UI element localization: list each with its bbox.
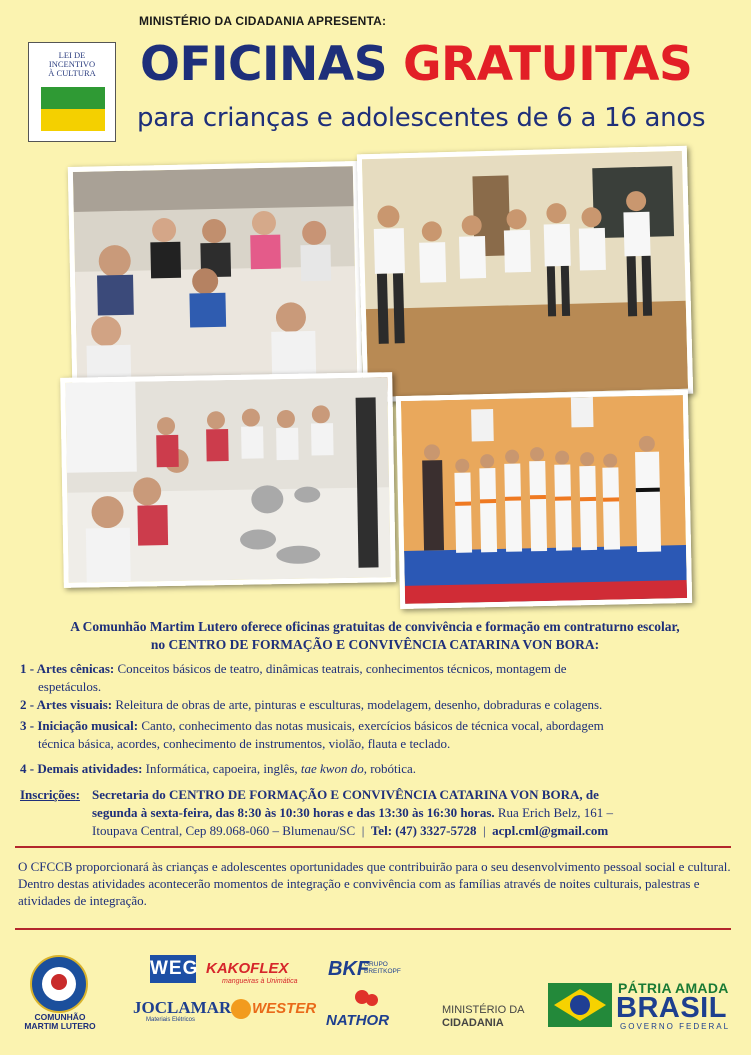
joclamar-logo: JOCLAMAR xyxy=(133,998,232,1017)
governo-federal-label: GOVERNO FEDERAL xyxy=(620,1022,731,1031)
patria-amada-label: PÁTRIA AMADA xyxy=(618,980,729,996)
divider-bottom xyxy=(15,928,731,930)
bkf-logo: BKF xyxy=(328,958,370,980)
separator: | xyxy=(476,823,493,838)
presenter-line: MINISTÉRIO DA CIDADANIA APRESENTA: xyxy=(139,14,387,28)
title-gratuitas: GRATUITAS xyxy=(402,37,693,92)
logo-flag-green xyxy=(41,87,105,109)
email-address: acpl.cml@gmail.com xyxy=(492,823,609,838)
photo-children-sitting-circle xyxy=(68,161,363,385)
list-item-iniciacao-musical xyxy=(20,717,730,753)
weg-logo: WEG xyxy=(150,955,196,983)
ministerio-cidadania-logo xyxy=(442,1004,542,1030)
luther-rose-icon xyxy=(51,974,67,990)
list-item-artes-cenicas xyxy=(20,660,730,696)
list-item-demais-atividades xyxy=(20,760,730,778)
photo-children-flute-music xyxy=(60,372,396,588)
comunhao-martim-lutero-label xyxy=(14,1013,106,1031)
intro-text xyxy=(12,618,738,654)
item-text: Canto, conhecimento das notas musicais, exercícios básicos de técnica vocal, abordagem xyxy=(138,718,604,733)
item-label: 1 - Artes cênicas: xyxy=(20,661,115,676)
inscricoes-text xyxy=(92,786,742,840)
phone-number: Tel: (47) 3327-5728 xyxy=(370,823,477,838)
inscricoes-hours: segunda à sexta-feira, das 8:30 às 10:30 horas e das 13:30 às 16:30 horas. xyxy=(92,805,495,820)
grupo-breitkopf-label xyxy=(364,961,401,975)
kakoflex-tagline: mangueiras à Unimática xyxy=(222,978,298,985)
flag-circle xyxy=(570,995,590,1015)
brazil-flag-icon xyxy=(548,983,612,1027)
photo-children-dancing xyxy=(357,146,693,403)
item-label: 4 - Demais atividades: xyxy=(20,761,143,776)
joclamar-tagline: Materiais Elétricos xyxy=(146,1017,196,1023)
logo-text-line-3: À CULTURA xyxy=(48,68,96,78)
inscricoes-label xyxy=(20,786,80,804)
item-text-italic: tae kwon do xyxy=(300,761,364,776)
logo-text-line-1: LEI DE xyxy=(58,50,86,60)
kakoflex-logo: KAKOFLEX xyxy=(206,960,289,977)
ministerio-line-2: CIDADANIA xyxy=(442,1017,504,1029)
item-text: Releitura de obras de arte, pinturas e esculturas, modelagem, desenho, dobraduras e colagens. xyxy=(112,697,603,712)
item-label: 3 - Iniciação musical: xyxy=(20,718,139,733)
bkf-sub-line-1: GRUPO xyxy=(364,961,388,968)
nathor-logo: NATHOR xyxy=(326,1012,390,1029)
comunhao-martim-lutero-seal xyxy=(30,955,88,1013)
logo-text xyxy=(29,51,115,78)
item-text-cont: espetáculos. xyxy=(38,679,102,694)
item-text-end: , robótica. xyxy=(363,761,417,776)
item-label: 2 - Artes visuais: xyxy=(20,697,113,712)
list-item-artes-visuais xyxy=(20,696,730,714)
item-text: Conceitos básicos de teatro, dinâmicas teatrais, conhecimentos técnicos, montagem de xyxy=(114,661,567,676)
logo-text-line-2: INCENTIVO xyxy=(48,59,96,69)
lei-incentivo-cultura-logo xyxy=(28,42,116,142)
brasil-label: BRASIL xyxy=(616,992,727,1024)
separator: | xyxy=(355,823,371,838)
item-text-cont: técnica básica, acordes, conhecimento de instrumentos, violão, flauta e teclado. xyxy=(38,736,451,751)
inscricoes-line-1: Secretaria do CENTRO DE FORMAÇÃO E CONVIVÊNCIA CATARINA VON BORA, de xyxy=(92,787,599,802)
closing-paragraph: O CFCCB proporcionará às crianças e adolescentes oportunidades que contribuirão para o seu desenvolvimento pessoal social e cultural. Dentro destas atividades acontecerão momentos de integração e convivência com as famílias através de noites culturais, palestras e atividades de integração. xyxy=(18,859,731,908)
inscricoes-city: Itoupava Central, Cep 89.068-060 – Blumenau/SC xyxy=(92,823,356,838)
comunhao-line-2: MARTIM LUTERO xyxy=(24,1021,96,1031)
page-title xyxy=(140,36,692,94)
nathor-icon-2 xyxy=(366,994,378,1006)
inscricoes-colon: : xyxy=(75,787,80,802)
title-oficinas: OFICINAS xyxy=(140,37,388,92)
wester-logo: WESTER xyxy=(252,1000,317,1017)
bkf-sub-line-2: BREITKOPF xyxy=(364,968,401,975)
divider-top xyxy=(15,846,731,848)
item-text: Informática, capoeira, inglês, xyxy=(142,761,301,776)
wester-icon xyxy=(231,999,251,1019)
page-subtitle: para crianças e adolescentes de 6 a 16 anos xyxy=(137,103,706,133)
intro-line-1: A Comunhão Martim Lutero oferece oficinas gratuitas de convivência e formação em contraturno escolar, xyxy=(70,619,680,634)
photo-taekwondo-group xyxy=(396,390,692,609)
inscricoes-label-text: Inscrições xyxy=(20,787,76,802)
comunhao-line-1: COMUNHÃO xyxy=(34,1012,86,1022)
intro-line-2: no CENTRO DE FORMAÇÃO E CONVIVÊNCIA CATARINA VON BORA: xyxy=(150,637,600,652)
ministerio-line-1: MINISTÉRIO DA xyxy=(442,1004,525,1016)
inscricoes-address: Rua Erich Belz, 161 – xyxy=(494,805,614,820)
